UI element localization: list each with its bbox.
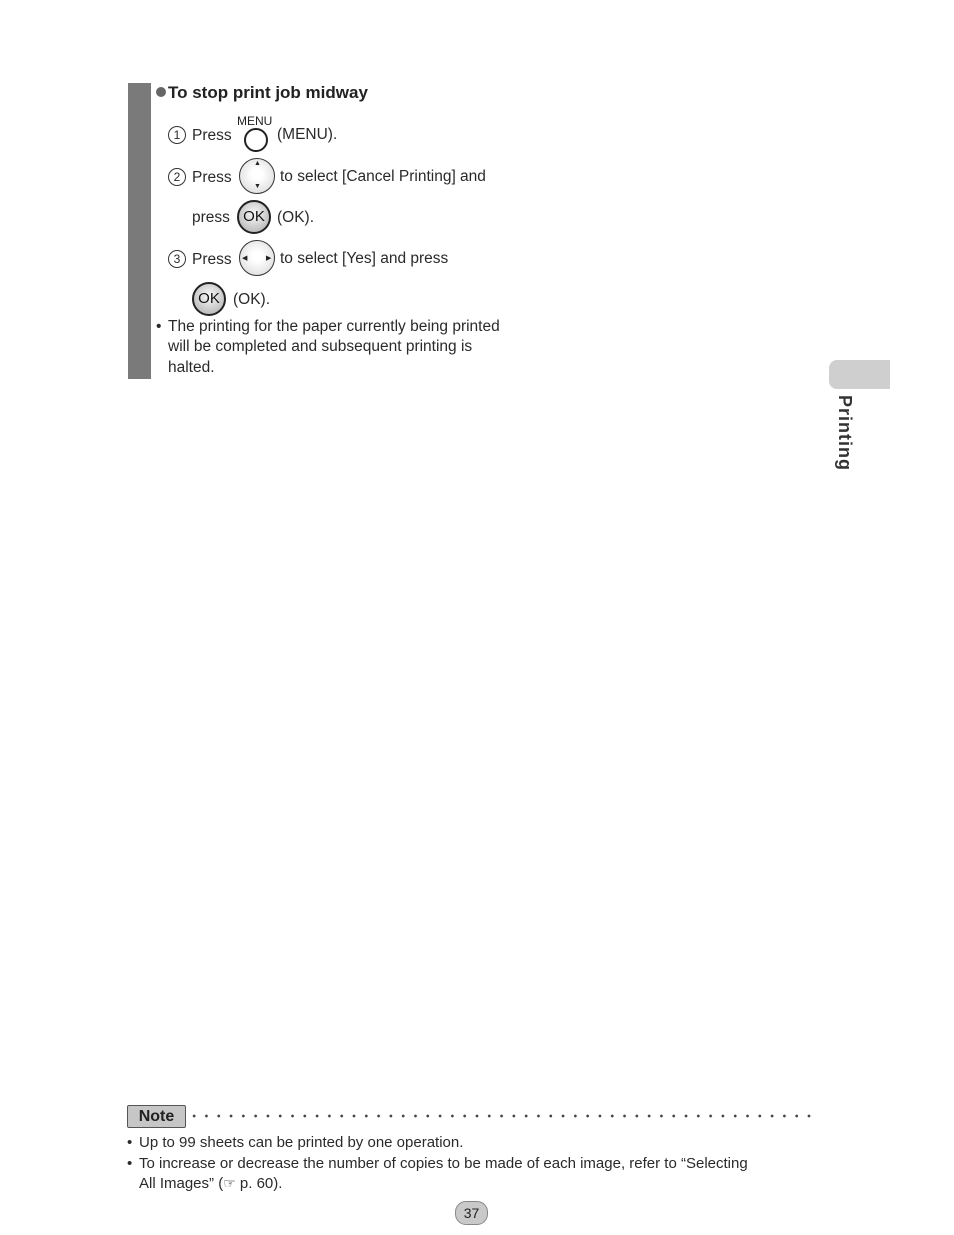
chapter-tab-label: Printing	[835, 395, 855, 471]
menu-button-label: MENU	[237, 114, 273, 128]
bullet-line: will be completed and subsequent printing is	[168, 338, 473, 355]
note-label: Note	[127, 1105, 186, 1128]
step-1: 1 Press	[168, 126, 232, 145]
note-item: Up to 99 sheets can be printed by one operation.	[139, 1134, 464, 1151]
arrow-right-icon: ▶	[266, 255, 272, 262]
section-side-bar	[128, 83, 151, 379]
arrow-up-icon: ▲	[254, 160, 261, 167]
note-item-marker: •	[127, 1155, 133, 1172]
section-title: To stop print job midway	[156, 83, 368, 103]
up-down-pad-icon	[239, 158, 275, 194]
step-3: 3 Press	[168, 250, 232, 269]
note-dotted-rule	[188, 1114, 818, 1118]
note-item-line2: All Images” (☞ p. 60).	[139, 1175, 283, 1192]
bullet-dot-icon	[156, 87, 166, 97]
page-number: 37	[455, 1201, 488, 1225]
bullet-marker: •	[156, 318, 162, 335]
chapter-tab	[829, 360, 890, 389]
bullet-line: halted.	[168, 359, 215, 376]
arrow-down-icon: ▼	[254, 183, 261, 190]
step-number: 3	[168, 250, 186, 268]
step-number: 2	[168, 168, 186, 186]
step-3-line2-after: (OK).	[233, 291, 271, 308]
step-2-line2: press	[192, 209, 230, 226]
step-1-after: (MENU).	[277, 126, 338, 143]
step-3-after: to select [Yes] and press	[280, 250, 449, 267]
note-item: To increase or decrease the number of copies to be made of each image, refer to “Selecting	[139, 1155, 748, 1172]
step-2-line2-after: (OK).	[277, 209, 315, 226]
left-right-pad-icon	[239, 240, 275, 276]
pointing-hand-icon: ☞	[223, 1175, 236, 1191]
step-2: 2 Press	[168, 168, 232, 187]
menu-button-icon	[244, 128, 268, 152]
step-number: 1	[168, 126, 186, 144]
bullet-line: The printing for the paper currently being printed	[168, 318, 500, 335]
ok-button-icon: OK	[192, 282, 226, 316]
step-2-after: to select [Cancel Printing] and	[280, 168, 486, 185]
arrow-left-icon: ◀	[242, 255, 248, 262]
ok-button-icon: OK	[237, 200, 271, 234]
note-item-marker: •	[127, 1134, 133, 1151]
